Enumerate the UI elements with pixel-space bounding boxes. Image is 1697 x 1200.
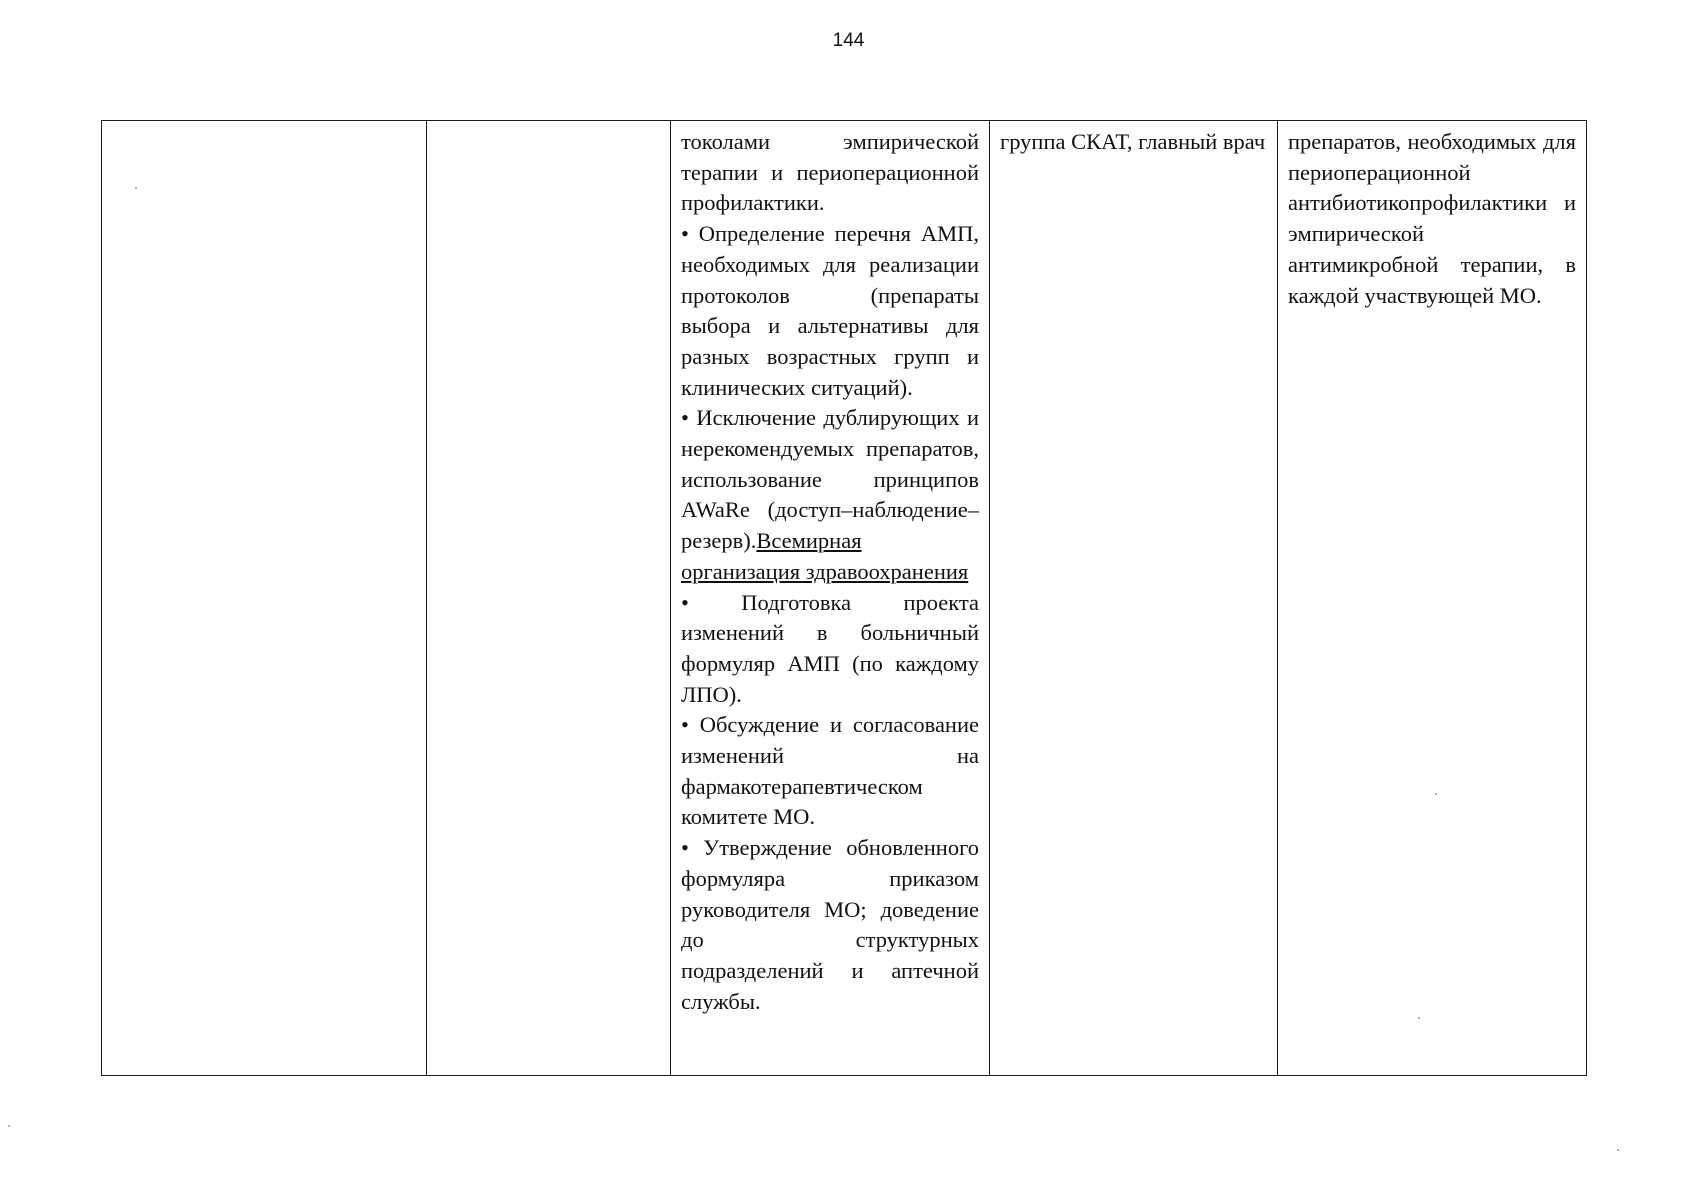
scan-speck [1617,1149,1619,1151]
activity-bullet-2 [681,403,979,587]
page-number: 144 [832,30,865,51]
scan-speck [1418,1017,1420,1019]
cell-result: препаратов, необходимых для периоперационной антибиотикопрофилактики и эмпирической антимикробной терапии, в каждой участвующей МО. [1278,121,1587,1076]
cell-empty-1 [102,121,427,1076]
scan-speck [135,187,137,189]
activity-bullet-3: • Подготовка проекта изменений в больничный формуляр АМП (по каждому ЛПО). [681,589,979,707]
table-row [102,121,1587,1076]
scan-speck [8,1125,10,1127]
activity-bullet-5: • Утверждение обновленного формуляра приказом руководителя МО; доведение до структурных подразделений и аптечной службы. [681,835,979,1014]
scan-speck [1435,793,1437,795]
activity-bullet-1: • Определение перечня АМП, необходимых для реализации протоколов (препараты выбора и альтернативы для разных возрастных групп и клинических ситуаций). [681,221,979,400]
activity-bullet-2-text: • Исключение дублирующих и нерекомендуемых препаратов, использование принципов AWaRe (доступ–наблюдение–резерв). [681,405,979,554]
cell-empty-2 [427,121,671,1076]
measures-table [101,120,1587,1076]
who-link-text: Всемирная организация здравоохранения [681,528,969,584]
cell-activities [671,121,990,1076]
activity-bullet-4: • Обсуждение и согласование изменений на фармакотерапевтическом комитете МО. [681,712,979,830]
activities-intro: токолами эмпирической терапии и периоперационной профилактики. [681,129,979,216]
cell-responsible: группа СКАТ, главный врач [990,121,1278,1076]
